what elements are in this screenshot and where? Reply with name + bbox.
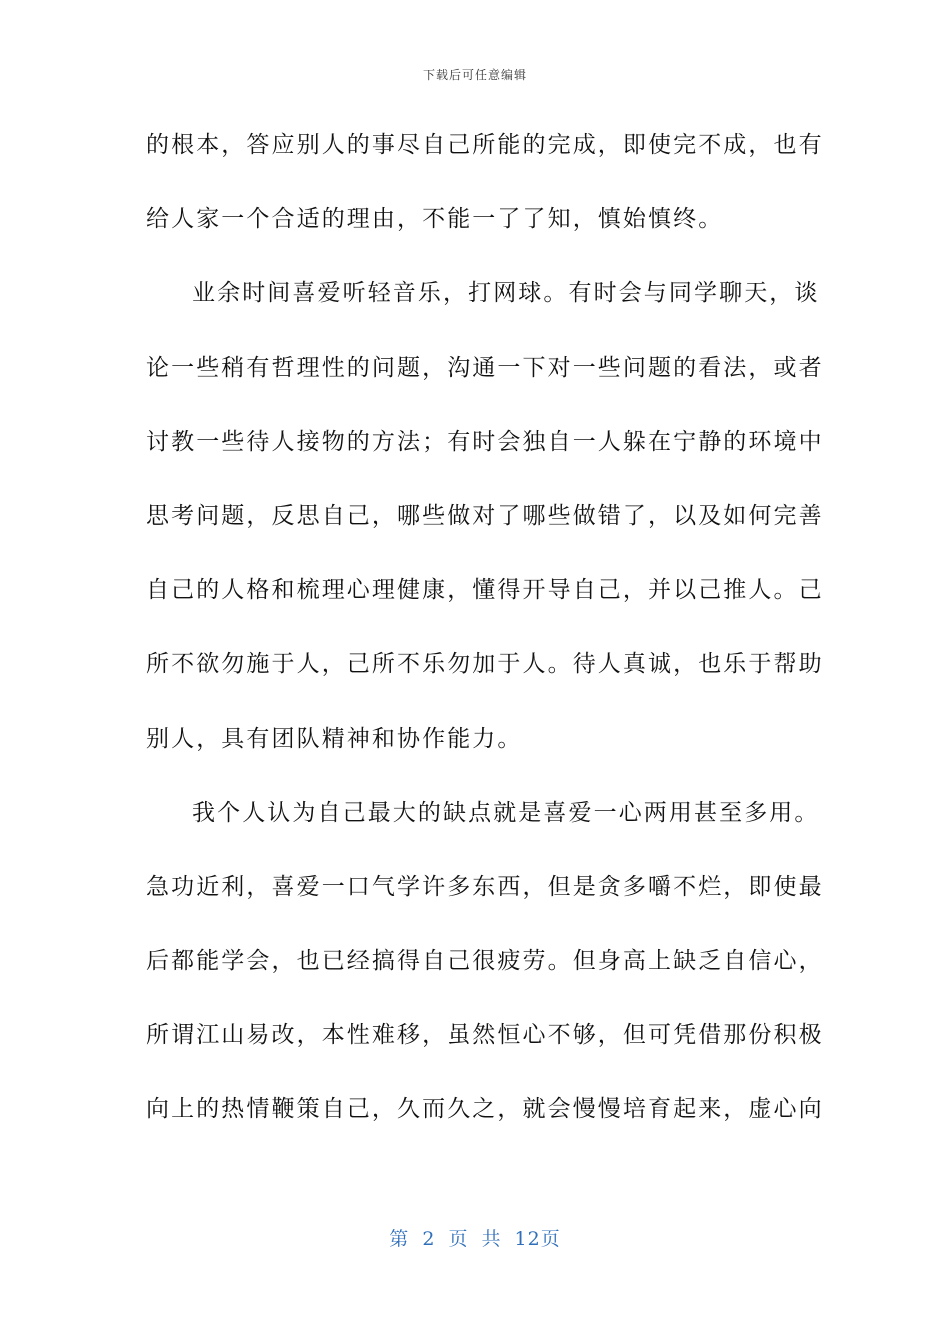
text-line: 后都能学会，也已经搞得自己很疲劳。但身高上缺乏自信心， [146, 948, 824, 975]
page-header: 下载后可任意编辑 [422, 68, 527, 82]
document-body [146, 122, 824, 1161]
text-line-paragraph-start: 我个人认为自己最大的缺点就是喜爱一心两用甚至多用。 [192, 799, 820, 826]
text-line: 急功近利，喜爱一口气学许多东西，但是贪多嚼不烂，即使最 [146, 873, 824, 900]
text-line: 所不欲勿施于人，己所不乐勿加于人。待人真诚，也乐于帮助 [146, 651, 824, 678]
text-line-paragraph-start: 业余时间喜爱听轻音乐，打网球。有时会与同学聊天，谈 [192, 280, 820, 307]
text-line: 给人家一个合适的理由，不能一了了知，慎始慎终。 [146, 206, 724, 233]
text-line: 讨教一些待人接物的方法；有时会独自一人躲在宁静的环境中 [146, 428, 824, 455]
text-line: 所谓江山易改，本性难移，虽然恒心不够，但可凭借那份积极 [146, 1022, 824, 1049]
page-number-footer: 第 2 页 共 12页 [389, 1228, 561, 1250]
text-line: 自己的人格和梳理心理健康，懂得开导自己，并以己推人。己 [146, 577, 824, 604]
text-line: 思考问题，反思自己，哪些做对了哪些做错了，以及如何完善 [146, 502, 824, 529]
text-line: 向上的热情鞭策自己，久而久之，就会慢慢培育起来，虚心向 [146, 1096, 824, 1123]
text-line: 的根本，答应别人的事尽自己所能的完成，即使完不成，也有 [146, 132, 824, 158]
text-line: 别人，具有团队精神和协作能力。 [146, 725, 523, 752]
text-line: 论一些稍有哲理性的问题，沟通一下对一些问题的看法，或者 [146, 354, 824, 381]
